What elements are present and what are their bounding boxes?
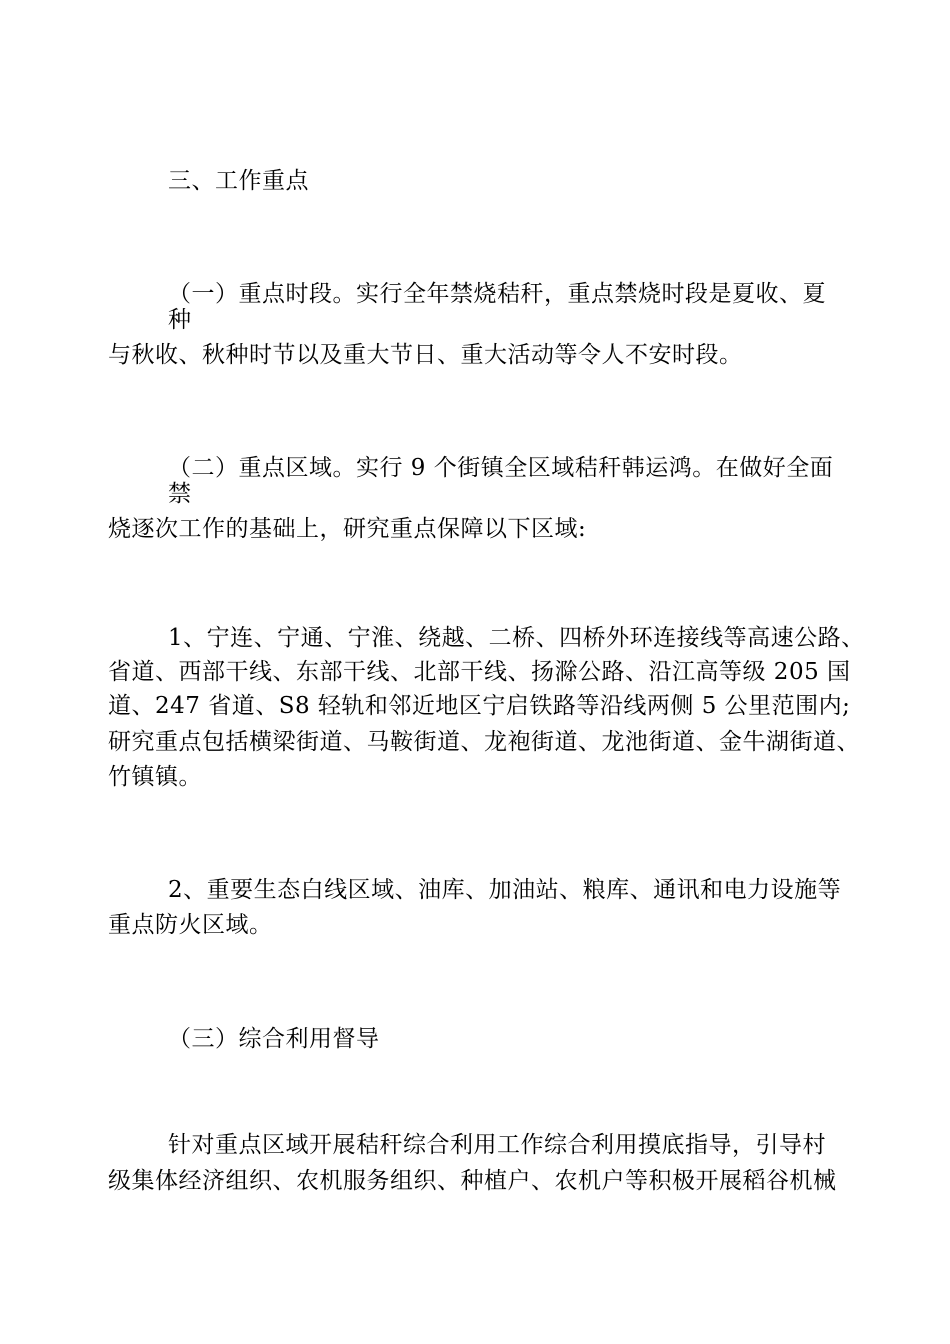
item-1-line-2: 省道、西部干线、东部干线、北部干线、扬滁公路、沿江高等级 205 国 [108, 659, 851, 685]
item-1-line-1: 1、宁连、宁通、宁淮、绕越、二桥、四桥外环连接线等高速公路、 [168, 625, 865, 651]
item-2-line-2: 重点防火区域。 [108, 912, 273, 938]
paragraph-1-line-2: 种 [168, 307, 192, 333]
item-1-line-5: 竹镇镇。 [108, 764, 202, 790]
item-1-line-4: 研究重点包括横梁街道、马鞍街道、龙袍街道、龙池街道、金牛湖街道、 [108, 729, 860, 755]
paragraph-1-line-1: （一）重点时段。实行全年禁烧秸秆，重点禁烧时段是夏收、夏 [168, 281, 826, 307]
sub-heading-3: （三）综合利用督导 [168, 1026, 380, 1052]
section-heading: 三、工作重点 [168, 168, 309, 194]
item-2-line-1: 2、重要生态白线区域、油库、加油站、粮库、通讯和电力设施等 [168, 877, 842, 903]
paragraph-3-line-1: 针对重点区域开展秸秆综合利用工作综合利用摸底指导，引导村 [168, 1132, 826, 1158]
paragraph-2-line-2: 禁 [168, 481, 192, 507]
item-1-line-3: 道、247 省道、S8 轻轨和邻近地区宁启铁路等沿线两侧 5 公里范围内; [108, 693, 851, 719]
paragraph-2-line-3: 烧逐次工作的基础上，研究重点保障以下区域: [108, 516, 587, 542]
paragraph-2-line-1: （二）重点区域。实行 9 个街镇全区域秸秆韩运鸿。在做好全面 [168, 455, 834, 481]
paragraph-3-line-2: 级集体经济组织、农机服务组织、种植户、农机户等积极开展稻谷机械 [108, 1168, 837, 1194]
paragraph-1-line-3: 与秋收、秋种时节以及重大节日、重大活动等令人不安时段。 [108, 342, 743, 368]
